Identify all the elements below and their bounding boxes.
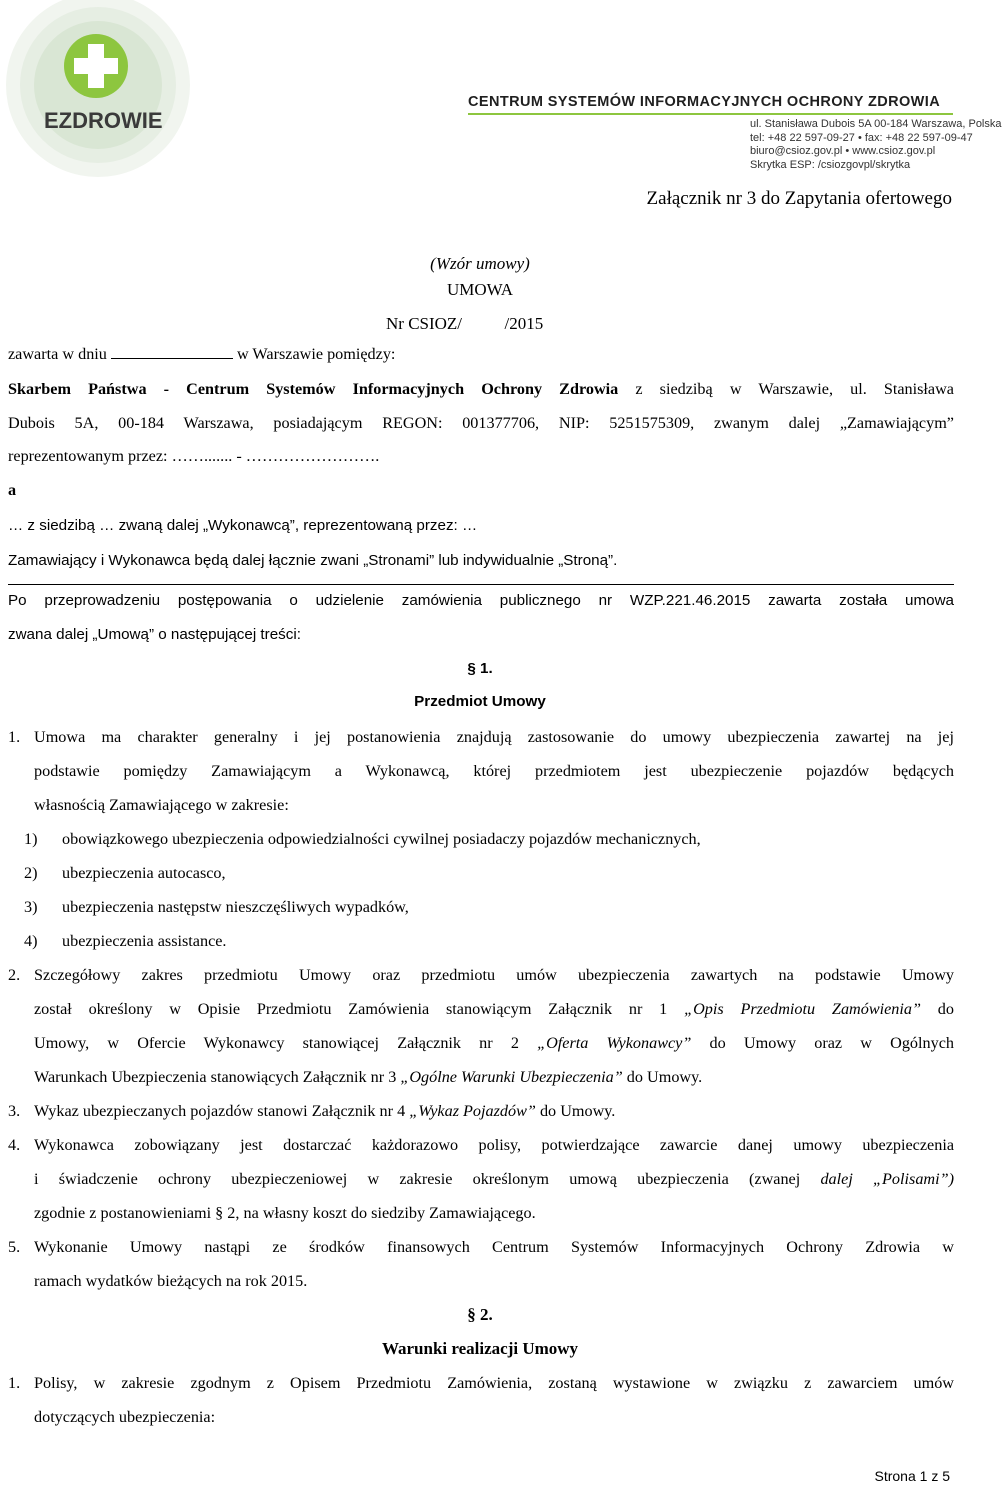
- date-line: [8, 345, 395, 364]
- s1-p2-annex1-name: „Opis Przedmiotu Zamówienia”: [684, 1000, 921, 1018]
- s1-p2-line2: [34, 1000, 954, 1019]
- parties-line: Zamawiający i Wykonawca będą dalej łącznie zwani „Stronami” lub indywidualnie „Stroną”.: [8, 552, 618, 569]
- header-divider: [468, 113, 953, 115]
- s1-p4-number: 4.: [8, 1136, 21, 1154]
- org-name: CENTRUM SYSTEMÓW INFORMACYJNYCH OCHRONY ZDROWIA: [468, 94, 941, 110]
- section1-number: § 1.: [467, 660, 493, 677]
- s1-p4-polisy-term: dalej „Polisami”): [820, 1170, 954, 1188]
- s1-p4-line2: [34, 1170, 954, 1189]
- s1-list-num-4: 4): [24, 932, 38, 950]
- s1-p2-line4-text: Warunkach Ubezpieczenia stanowiących Załącznik nr 3: [34, 1068, 401, 1086]
- ezdrowie-logo-graphic: [0, 0, 200, 180]
- procedure-line2: zwana dalej „Umową” o następującej treści:: [8, 626, 301, 643]
- s1-p1-number: 1.: [8, 728, 21, 746]
- s2-p1-number: 1.: [8, 1374, 21, 1392]
- s1-p3-end: do Umowy.: [535, 1102, 616, 1120]
- s1-p3-line: [34, 1102, 615, 1121]
- s1-p3-annex4-name: „Wykaz Pojazdów”: [409, 1102, 536, 1120]
- s1-p2-number: 2.: [8, 966, 21, 984]
- section-rule: [8, 584, 954, 585]
- org-skrytka: Skrytka ESP: /csiozgovpl/skrytka: [750, 158, 911, 171]
- s1-p2-line2-text: został określony w Opisie Przedmiotu Zamówienia stanowiącym Załącznik nr 1: [34, 1000, 685, 1018]
- org-address: ul. Stanisława Dubois 5A 00-184 Warszawa, Polska: [750, 118, 1002, 130]
- s1-p2-line1: Szczegółowy zakres przedmiotu Umowy oraz przedmiotu umów ubezpieczenia zawartych na podstawie Umowy: [34, 966, 954, 984]
- s1-list-item-3: ubezpieczenia następstw nieszczęśliwych wypadków,: [62, 898, 409, 916]
- s1-p2-line3-end: do Umowy oraz w Ogólnych: [691, 1034, 954, 1052]
- s1-p4-line2-text: i świadczenie ochrony ubezpieczeniowej w zakresie określonym umową ubezpieczenia (zwanej: [34, 1170, 821, 1188]
- date-blank: [111, 345, 233, 359]
- s2-p1-line1: Polisy, w zakresie zgodnym z Opisem Przedmiotu Zamówienia, zostaną wystawione w związku z zawarciem umów: [34, 1374, 954, 1392]
- s1-list-item-4: ubezpieczenia assistance.: [62, 932, 227, 950]
- procedure-line1: Po przeprowadzeniu postępowania o udzielenie zamówienia publicznego nr WZP.221.46.2015 zawarta została umowa: [8, 592, 954, 609]
- s1-p2-line3: [34, 1034, 954, 1053]
- org-email: biuro@csioz.gov.pl • www.csioz.gov.pl: [750, 145, 936, 158]
- party1-line2: Dubois 5A, 00-184 Warszawa, posiadającym REGON: 001377706, NIP: 5251575309, zwanym dalej „Zamawiającym”: [8, 414, 954, 432]
- section2-number: § 2.: [467, 1305, 493, 1324]
- section2-title: Warunki realizacji Umowy: [381, 1339, 579, 1358]
- s1-list-item-2: ubezpieczenia autocasco,: [62, 864, 226, 882]
- s1-p3-number: 3.: [8, 1102, 21, 1120]
- s1-p5-line2: ramach wydatków bieżących na rok 2015.: [34, 1272, 308, 1290]
- s1-p5-number: 5.: [8, 1238, 21, 1256]
- contract-number: Nr CSIOZ/ /2015: [386, 314, 544, 333]
- s1-list-item-1: obowiązkowego ubezpieczenia odpowiedzialności cywilnej posiadaczy pojazdów mechanicznych,: [62, 830, 701, 848]
- party1-address-start: z siedzibą w Warszawie, ul. Stanisława: [618, 380, 954, 398]
- party1-name: Skarbem Państwa - Centrum Systemów Informacyjnych Ochrony Zdrowia: [8, 380, 619, 398]
- s1-p4-line1: Wykonawca zobowiązany jest dostarczać każdorazowo polisy, potwierdzające zawarcie danej umowy ubezpieczenia: [34, 1136, 954, 1154]
- logo-text: EZDROWIE: [44, 108, 163, 133]
- s1-p1-line3: własnością Zamawiającego w zakresie:: [34, 796, 289, 814]
- s1-p4-line3: zgodnie z postanowieniami § 2, na własny koszt do siedziby Zamawiającego.: [34, 1204, 536, 1222]
- ezdrowie-logo: [0, 0, 200, 180]
- s2-p1-line2: dotyczących ubezpieczenia:: [34, 1408, 216, 1426]
- s1-p2-annex3-name: „Ogólne Warunki Ubezpieczenia”: [400, 1068, 623, 1086]
- s1-p2-annex2-name: „Oferta Wykonawcy”: [537, 1034, 692, 1052]
- s1-list-num-2: 2): [24, 864, 38, 882]
- s1-p3-text: Wykaz ubezpieczanych pojazdów stanowi Załącznik nr 4: [34, 1102, 410, 1120]
- section1-title: Przedmiot Umowy: [414, 693, 546, 710]
- annex-title: Załącznik nr 3 do Zapytania ofertowego: [646, 188, 952, 209]
- org-header: [468, 94, 1002, 171]
- s1-list-num-3: 3): [24, 898, 38, 916]
- s1-p1-line1: Umowa ma charakter generalny i jej postanowienia znajdują zastosowanie do umowy ubezpieczenia zawartej na jej: [34, 728, 954, 746]
- s1-list-num-1: 1): [24, 830, 38, 848]
- contract-title: UMOWA: [446, 280, 514, 299]
- page-number: Strona 1 z 5: [874, 1468, 950, 1484]
- date-prefix: zawarta w dniu: [8, 345, 107, 363]
- and-separator: a: [8, 481, 17, 499]
- s1-p2-line4-end: do Umowy.: [622, 1068, 703, 1086]
- s1-p5-line1: Wykonanie Umowy nastąpi ze środków finansowych Centrum Systemów Informacyjnych Ochrony Zdrowia w: [34, 1238, 954, 1256]
- s1-p2-line3-text: Umowy, w Ofercie Wykonawcy stanowiącej Załącznik nr 2: [34, 1034, 538, 1052]
- template-label: (Wzór umowy): [430, 254, 530, 273]
- s1-p2-line2-end: do: [920, 1000, 954, 1018]
- party1-line3: reprezentowanym przez: ……....... - …………………….: [8, 447, 380, 465]
- party2-line: … z siedzibą … zwaną dalej „Wykonawcą”, reprezentowaną przez: …: [8, 517, 478, 534]
- org-phone: tel: +48 22 597-09-27 • fax: +48 22 597-09-47: [750, 131, 973, 144]
- s1-p2-line4: [34, 1068, 702, 1087]
- org-contact: [750, 118, 1002, 172]
- party1-line1: [8, 380, 954, 399]
- date-suffix: w Warszawie pomiędzy:: [236, 345, 396, 363]
- s1-p1-line2: podstawie pomiędzy Zamawiającym a Wykonawcą, której przedmiotem jest ubezpieczenie pojazdów będących: [34, 762, 954, 780]
